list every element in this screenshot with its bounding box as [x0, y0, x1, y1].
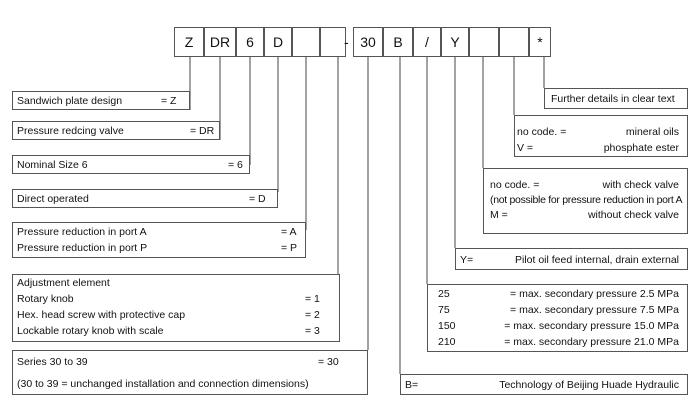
adjust-title: Adjustment element	[17, 277, 110, 289]
code-cell-z: Z	[174, 27, 204, 57]
fluid-phosphate: phosphate ester	[603, 142, 679, 154]
code-cell-further: *	[529, 27, 551, 57]
box-nominal	[12, 155, 250, 174]
fluid-phosphate-code: V =	[517, 142, 534, 154]
pressure-code: 75	[438, 304, 450, 316]
nominal-label: Nominal Size 6	[17, 159, 88, 171]
pressure-text: = max. secondary pressure 2.5 MPa	[510, 288, 679, 300]
adjust-item-code: = 2	[305, 309, 320, 321]
fluid-mineral: mineral oils	[625, 126, 679, 138]
code-cell-series: 30	[353, 27, 383, 57]
box-adjust	[12, 274, 340, 342]
tech-code: B=	[405, 379, 419, 391]
pressure-text: = max. secondary pressure 7.5 MPa	[510, 304, 679, 316]
pressure-code: 210	[438, 336, 456, 348]
series-note: (30 to 39 = unchanged installation and connection dimensions)	[17, 378, 309, 390]
port-p-label: Pressure reduction in port P	[17, 242, 148, 254]
code-cell-b: B	[383, 27, 413, 57]
pressure-text: = max. secondary pressure 21.0 MPa	[504, 336, 679, 348]
box-fluid	[514, 115, 688, 157]
reducing-code: = DR	[190, 125, 215, 137]
pressure-code: 150	[438, 320, 456, 332]
port-p-code: = P	[281, 242, 298, 254]
fluid-mineral-code: no code. =	[517, 126, 567, 138]
port-a-label: Pressure reduction in port A	[17, 226, 147, 238]
nominal-code: = 6	[228, 159, 243, 171]
box-tech	[400, 374, 688, 395]
code-cell-check	[469, 27, 499, 57]
code-dash: -	[344, 34, 349, 50]
direct-label: Direct operated	[17, 193, 89, 205]
code-cell-adjust	[320, 27, 346, 57]
code-cell-dr: DR	[204, 27, 236, 57]
code-cell-fluid	[499, 27, 529, 57]
adjust-item-code: = 1	[305, 293, 320, 305]
sandwich-code: = Z	[161, 95, 177, 107]
adjust-item-label: Hex. head screw with protective cap	[17, 309, 186, 321]
box-port	[12, 222, 306, 258]
check-without: without check valve	[587, 209, 679, 221]
code-cell-y: Y	[441, 27, 469, 57]
box-series	[12, 350, 368, 395]
adjust-item-label: Lockable rotary knob with scale	[17, 325, 164, 337]
code-cell-size: 6	[236, 27, 264, 57]
box-sandwich	[12, 91, 190, 110]
pressure-text: = max. secondary pressure 15.0 MPa	[504, 320, 679, 332]
box-reducing	[12, 121, 220, 140]
adjust-item-label: Rotary knob	[17, 293, 74, 305]
adjust-item-code: = 3	[305, 325, 320, 337]
tech-text: Technology of Beijing Huade Hydraulic	[499, 379, 679, 391]
check-note: (not possible for pressure reduction in port A	[490, 194, 683, 206]
box-pilot	[455, 248, 688, 270]
check-with-code: no code. =	[490, 179, 540, 191]
reducing-label: Pressure redcing valve	[17, 125, 124, 137]
pressure-code: 25	[438, 288, 450, 300]
check-without-code: M =	[490, 209, 508, 221]
port-a-code: = A	[281, 226, 297, 238]
series-label: Series 30 to 39	[17, 356, 88, 368]
direct-code: = D	[249, 193, 266, 205]
code-cell-d: D	[264, 27, 292, 57]
pilot-code: Y=	[460, 254, 474, 266]
pilot-text: Pilot oil feed internal, drain external	[514, 254, 679, 266]
code-cell-slash: /	[413, 27, 441, 57]
sandwich-label: Sandwich plate design	[17, 95, 123, 107]
box-pressure	[427, 284, 688, 352]
box-further	[544, 88, 688, 109]
series-code: = 30	[318, 356, 339, 368]
further-text: Further details in clear text	[551, 93, 675, 105]
box-direct	[12, 189, 278, 208]
check-with: with check valve	[602, 179, 679, 191]
box-check	[483, 168, 688, 234]
code-cell-port	[292, 27, 320, 57]
